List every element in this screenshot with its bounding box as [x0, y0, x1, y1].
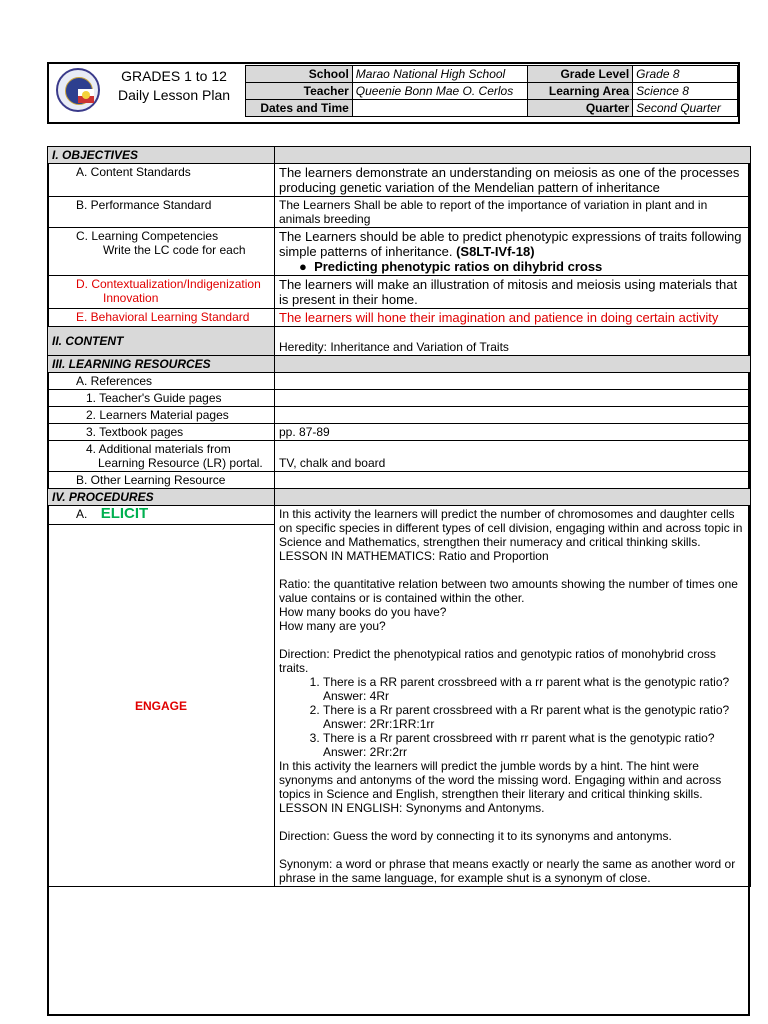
textbook-pages-value: pp. 87-89: [275, 424, 751, 441]
list-item: [323, 703, 746, 731]
lc-label-line1: C. Learning Competencies: [76, 229, 219, 243]
list-item: [323, 675, 746, 703]
table-row: [48, 472, 751, 489]
objectives-heading: I. OBJECTIVES: [48, 147, 275, 164]
content-heading-row: [48, 327, 751, 356]
answer-2: Answer: 2Rr:1RR:1rr: [323, 717, 435, 731]
title-line2: Daily Lesson Plan: [117, 87, 231, 103]
resources-heading-row: [48, 356, 751, 373]
table-row: [48, 506, 751, 525]
procedures-heading: IV. PROCEDURES: [48, 489, 275, 506]
content-standards-label: A. Content Standards: [48, 164, 275, 197]
table-row: [48, 407, 751, 424]
page-title: [104, 67, 244, 105]
dates-value: [352, 100, 528, 117]
teachers-guide-label: 1. Teacher's Guide pages: [48, 390, 275, 407]
question-list: [279, 675, 746, 759]
title-line1: GRADES 1 to 12: [121, 68, 227, 84]
question-1: There is a RR parent crossbreed with a rr parent what is the genotypic ratio?: [323, 675, 730, 689]
additional-materials-value: TV, chalk and board: [275, 441, 751, 472]
english-lesson-title: LESSON IN ENGLISH: Synonyms and Antonyms.: [279, 801, 545, 815]
contextualization-label: [48, 276, 275, 309]
textbook-pages-label: 3. Textbook pages: [48, 424, 275, 441]
other-resource-label: B. Other Learning Resource: [48, 472, 275, 489]
objectives-heading-row: [48, 147, 751, 164]
elicit-title: ELICIT: [100, 505, 149, 522]
content-heading: II. CONTENT: [48, 327, 275, 356]
quarter-label: Quarter: [528, 100, 633, 117]
engage-label: ENGAGE: [48, 525, 275, 887]
additional-line2: Learning Resource (LR) portal.: [98, 456, 263, 470]
math-lesson-title: LESSON IN MATHEMATICS: Ratio and Proportion: [279, 549, 549, 563]
learning-competencies-label: [48, 228, 275, 276]
lc-code: (S8LT-IVf-18): [456, 244, 535, 259]
teacher-label: Teacher: [246, 83, 353, 100]
question-3: There is a Rr parent crossbreed with rr parent what is the genotypic ratio?: [323, 731, 715, 745]
ratio-definition: Ratio: the quantitative relation between two amounts showing the number of times one value contains or is contained within the other.: [279, 577, 738, 605]
dates-label: Dates and Time: [246, 100, 353, 117]
contextualization-text: The learners will make an illustration of mitosis and meiosis using materials that is present in their home.: [275, 276, 751, 309]
procedures-heading-row: [48, 489, 751, 506]
additional-materials-label: [48, 441, 275, 472]
school-value: Marao National High School: [352, 66, 528, 83]
table-row: [48, 228, 751, 276]
school-label: School: [246, 66, 353, 83]
resources-heading: III. LEARNING RESOURCES: [48, 356, 275, 373]
elicit-label: [48, 506, 275, 525]
question-books: How many books do you have?: [279, 605, 447, 619]
grade-level-value: Grade 8: [633, 66, 738, 83]
table-row: [48, 441, 751, 472]
additional-line1: 4. Additional materials from: [86, 442, 231, 456]
procedure-paragraph: In this activity the learners will predict the number of chromosomes and daughter cells on specific species in different types of cell division, engaging within and across topic in Science and Mathematics, strengthen their numeracy and critical thinking skills.: [279, 507, 743, 549]
lc-label-line2: Write the LC code for each: [103, 243, 246, 257]
learning-area-value: Science 8: [633, 83, 738, 100]
elicit-prefix: A.: [76, 507, 88, 521]
lesson-plan-table: [47, 146, 751, 887]
table-row: [48, 309, 751, 327]
question-many: How many are you?: [279, 619, 386, 633]
deped-seal-icon: [56, 68, 100, 112]
content-text: Heredity: Inheritance and Variation of Traits: [275, 327, 751, 356]
synonym-definition: Synonym: a word or phrase that means exactly or nearly the same as another word or phrase in the same language, for example shut is a synonym of close.: [279, 857, 736, 885]
answer-1: Answer: 4Rr: [323, 689, 390, 703]
procedure-body: [275, 506, 751, 887]
quarter-value: Second Quarter: [633, 100, 738, 117]
ctx-label-line1: D. Contextualization/Indigenization: [76, 277, 261, 291]
lc-bullet-text: Predicting phenotypic ratios on dihybrid cross: [314, 259, 603, 274]
table-row: [48, 373, 751, 390]
content-standards-text: The learners demonstrate an understanding on meiosis as one of the processes producing genetic variation of the Mendelian pattern of inheritance: [275, 164, 751, 197]
direction-guess: Direction: Guess the word by connecting it to its synonyms and antonyms.: [279, 829, 672, 843]
learners-material-label: 2. Learners Material pages: [48, 407, 275, 424]
table-row: [48, 197, 751, 228]
performance-standard-text: The Learners Shall be able to report of the importance of variation in plant and in animals breeding: [275, 197, 751, 228]
references-label: A. References: [48, 373, 275, 390]
table-row: [48, 276, 751, 309]
table-row: [48, 390, 751, 407]
answer-3: Answer: 2Rr:2rr: [323, 745, 408, 759]
learning-area-label: Learning Area: [528, 83, 633, 100]
table-row: [48, 164, 751, 197]
behavioral-standard-text: The learners will hone their imagination and patience in doing certain activity: [275, 309, 751, 327]
direction-monohybrid: Direction: Predict the phenotypical ratios and genotypic ratios of monohybrid cross traits.: [279, 647, 716, 675]
question-2: There is a Rr parent crossbreed with a Rr parent what is the genotypic ratio?: [323, 703, 730, 717]
performance-standard-label: B. Performance Standard: [48, 197, 275, 228]
grade-level-label: Grade Level: [528, 66, 633, 83]
table-row: [48, 424, 751, 441]
teacher-value: Queenie Bonn Mae O. Cerlos: [352, 83, 528, 100]
behavioral-standard-label: E. Behavioral Learning Standard: [48, 309, 275, 327]
list-item: [323, 731, 746, 759]
jumble-paragraph: In this activity the learners will predict the jumble words by a hint. The hint were synonyms and antonyms of the word the missing word. Engaging within and across topics in Science and English, strengthen their literary and critical thinking skills.: [279, 759, 722, 801]
lc-text: The Learners should be able to predict phenotypic expressions of traits following simple patterns of inheritance.: [279, 229, 742, 259]
ctx-label-line2: Innovation: [103, 291, 159, 305]
learning-competencies-text: [275, 228, 751, 276]
lc-bullet: ● Predicting phenotypic ratios on dihybrid cross: [299, 259, 603, 274]
header-info-table: [245, 65, 738, 117]
